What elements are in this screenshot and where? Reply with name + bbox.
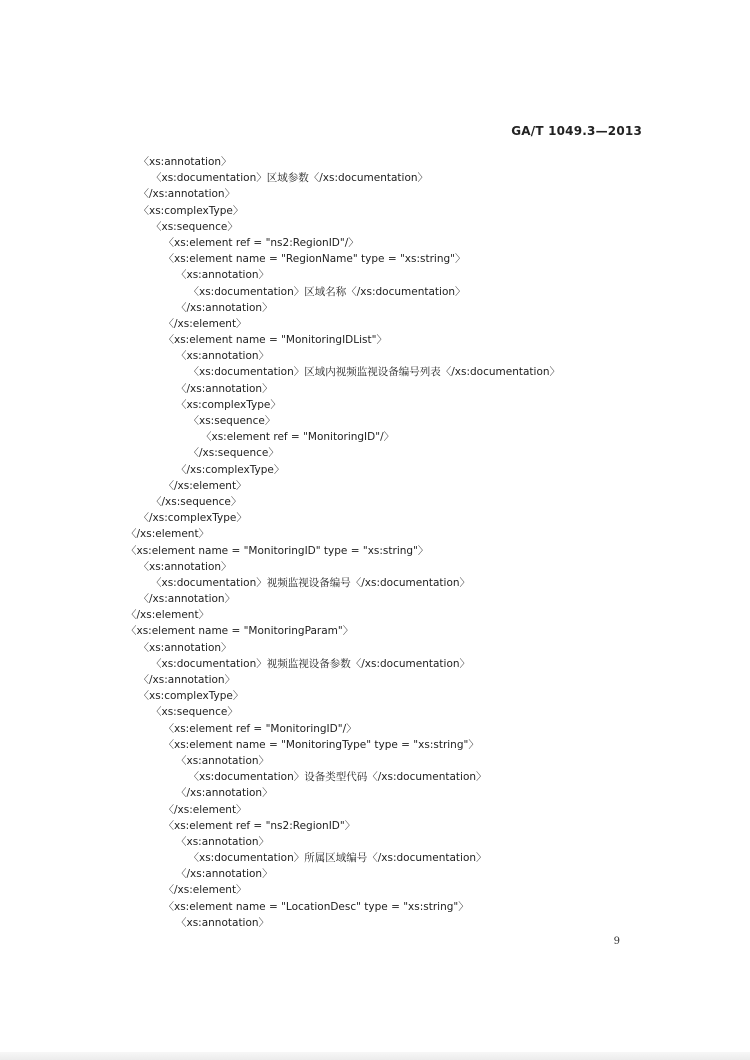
- code-line: 〈xs:documentation〉区域名称〈/xs:documentation〉: [188, 285, 466, 298]
- page-number: 9: [613, 936, 620, 947]
- code-line: 〈xs:annotation〉: [138, 641, 232, 654]
- code-line: 〈/xs:annotation〉: [138, 674, 236, 686]
- code-line: 〈xs:annotation〉: [138, 156, 232, 168]
- code-line: 〈/xs:element〉: [163, 479, 247, 492]
- code-line: 〈/xs:annotation〉: [138, 593, 236, 606]
- code-line: 〈xs:sequence〉: [151, 706, 238, 719]
- code-line: 〈xs:documentation〉区域参数〈/xs:documentation〉: [151, 172, 429, 185]
- code-line: 〈/xs:element〉: [163, 884, 247, 897]
- code-line: 〈xs:sequence〉: [151, 220, 238, 233]
- code-line: 〈/xs:complexType〉: [176, 463, 285, 476]
- code-line: 〈xs:element ref = "MonitoringID"/〉: [201, 431, 395, 444]
- code-line: 〈xs:element name = "RegionName" type = "xs:string"〉: [163, 253, 466, 266]
- code-line: 〈xs:element name = "MonitoringIDList"〉: [163, 334, 387, 347]
- code-line: 〈xs:documentation〉视频监视设备参数〈/xs:documentation〉: [151, 657, 471, 670]
- standard-header: GA/T 1049.3—2013: [511, 124, 642, 138]
- code-line: 〈/xs:complexType〉: [138, 512, 247, 525]
- code-line: 〈/xs:sequence〉: [188, 447, 279, 460]
- code-line: 〈/xs:annotation〉: [138, 188, 236, 201]
- code-line: 〈/xs:element〉: [163, 803, 247, 816]
- code-line: 〈xs:element ref = "ns2:RegionID"〉: [163, 819, 356, 832]
- code-line: 〈xs:documentation〉所属区域编号〈/xs:documentation〉: [188, 852, 487, 865]
- code-line: 〈/xs:annotation〉: [176, 301, 273, 314]
- code-line: 〈/xs:annotation〉: [176, 382, 273, 395]
- code-line: 〈xs:element name = "MonitoringID" type = "xs:string"〉: [126, 544, 429, 557]
- xml-schema-code-block: [126, 154, 646, 931]
- page-bottom-edge: [0, 1052, 750, 1060]
- code-line: 〈xs:element ref = "MonitoringID"/〉: [163, 722, 357, 735]
- code-line: 〈xs:complexType〉: [138, 690, 244, 703]
- code-line: 〈xs:annotation〉: [138, 560, 232, 573]
- code-line: 〈xs:element name = "MonitoringType" type = "xs:string"〉: [163, 738, 479, 751]
- code-line: 〈xs:annotation〉: [176, 754, 270, 767]
- code-line: 〈xs:annotation〉: [176, 916, 270, 929]
- code-line: 〈/xs:annotation〉: [176, 787, 273, 800]
- code-line: 〈xs:complexType〉: [176, 398, 281, 411]
- code-line: 〈xs:annotation〉: [176, 350, 270, 363]
- code-line: 〈xs:documentation〉视频监视设备编号〈/xs:documentation〉: [151, 576, 471, 589]
- code-line: 〈/xs:element〉: [163, 317, 247, 330]
- code-line: 〈xs:element name = "LocationDesc" type = "xs:string"〉: [163, 900, 469, 913]
- code-line: 〈xs:element name = "MonitoringParam"〉: [126, 625, 354, 638]
- code-line: 〈xs:annotation〉: [176, 835, 270, 848]
- code-line: 〈/xs:annotation〉: [176, 868, 273, 881]
- code-line: 〈/xs:sequence〉: [151, 495, 242, 508]
- code-line: 〈xs:annotation〉: [176, 269, 270, 282]
- code-line: 〈/xs:element〉: [126, 528, 210, 541]
- code-line: 〈xs:documentation〉区域内视频监视设备编号列表〈/xs:documentation〉: [188, 366, 561, 379]
- code-line: 〈xs:documentation〉设备类型代码〈/xs:documentation〉: [188, 771, 487, 784]
- code-line: 〈xs:element ref = "ns2:RegionID"/〉: [163, 236, 359, 249]
- code-line: 〈/xs:element〉: [126, 609, 210, 622]
- code-line: 〈xs:complexType〉: [138, 204, 244, 217]
- code-line: 〈xs:sequence〉: [188, 415, 276, 427]
